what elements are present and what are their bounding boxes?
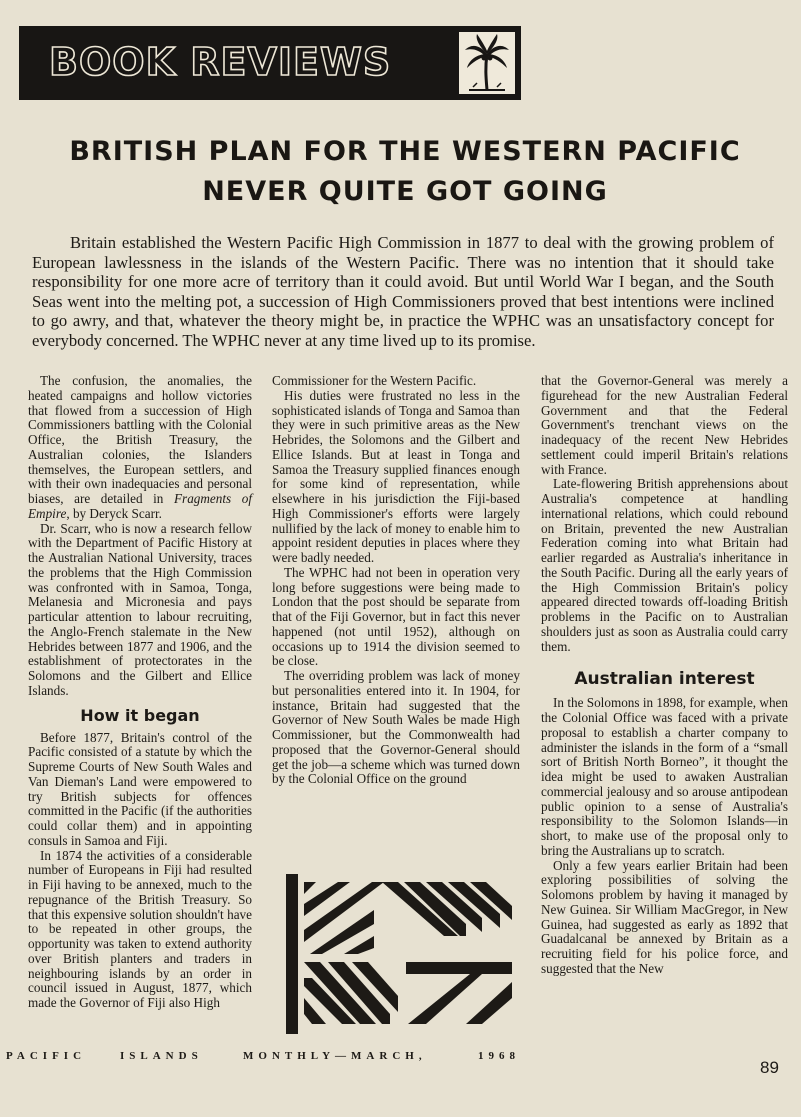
page-footer (0, 1050, 801, 1072)
paragraph: The WPHC had not been in operation very long before suggestions were being made to London that the post should be separate from that of the Fiji Governor, but in fact this never happened (not until 1952), although on occasions up to 1914 the division seemed to be close. (272, 564, 520, 669)
column-2 (272, 374, 520, 787)
footer-islands: ISLANDS (120, 1050, 203, 1062)
paragraph: In 1874 the activities of a considerable number of Europeans in Fiji had resulted in Fiji having to be annexed, much to the repugnance of the British Treasury. So that this expensive solution shouldn't have to be repeated in other groups, the opportunity was taken to extend authority over British planters and traders in neighbouring islands by an order in council issued in August, 1877, which made the Governor of Fiji also High (28, 847, 252, 1010)
section-title: BOOK REVIEWS (49, 40, 392, 84)
paragraph: Commissioner for the Western Pacific. (272, 373, 477, 388)
paragraph: His duties were frustrated no less in the sophisticated islands of Tonga and Samoa than they were in such primitive areas as the New Hebrides, the Solomons and the Gilbert and Ellice Islands. But at least in Tonga and Samoa the Treasury supplied finances enough for some kind of representation, while elsewhere in his jurisdiction the Fiji-based High Commissioner's efforts were largely nullified by the lack of money to enable him to appoint resident deputies in places where they were badly needed. (272, 387, 520, 565)
column-3 (541, 374, 788, 977)
footer-year: 1968 (478, 1050, 520, 1062)
paragraph: Dr. Scarr, who is now a research fellow with the Department of Pacific History at the Australian National University, traces the problems that the High Commission was confronted with in Samoa, Tonga, Melanesia and Micronesia and pays particular attention to labour recruiting, the Anglo-French stalemate in the New Hebrides between 1877 and 1906, and the establishment of protectorates in the Solomons and the Gilbert and Ellice Islands. (28, 520, 252, 698)
section-banner (19, 26, 521, 100)
footer-pacific: PACIFIC (6, 1050, 87, 1062)
book-title: Fragments of Empire (28, 491, 252, 521)
paragraph: that the Governor-General was merely a figurehead for the new Australian Federal Government and that the Federal Government's trenchant views on the inadequacy of the recent New Hebrides settlement could imperil Britain's relations with France. (541, 373, 788, 477)
paragraph: In the Solomons in 1898, for example, when the Colonial Office was faced with a private proposal to establish a charter company to administer the islands in the form of a “small sort of British North Borneo”, it thought the idea might be used to awaken Australian commercial jealousy and so arouse antipodean public opinion to a sense of Australia's responsibility to the Solomon Islands—in short, to make use of the proposal only to bring the Australians up to scratch. (541, 695, 788, 858)
article-headline (20, 132, 790, 212)
intro-paragraph: Britain established the Western Pacific High Commission in 1877 to deal with the growing problem of European lawlessness in the islands of the Western Pacific. There was no intention that it should take responsibility for one more acre of territory than it could avoid. But until World War I began, and the South Seas went into the melting pot, a succession of High Commissioners proved that best intentions were inclined to go awry, and that, whatever the theory might be, in practice the WPHC was an unsatisfactory concept for everybody concerned. The WPHC never at any time lived up to its promise. (32, 233, 774, 350)
footer-monthly: MONTHLY—MARCH, (243, 1050, 427, 1062)
paragraph: Before 1877, Britain's control of the Pacific consisted of a statute by which the Supreme Courts of New South Wales and Van Dieman's Land were empowered to try British subjects for offences committed in the Pacific (if the authorities could collar them) and in appointing consuls in Samoa and Fiji. (28, 729, 252, 848)
paragraph: Late-flowering British apprehensions about Australia's competence at handling international relations, which could rebound on Britain, prevented the new Australian Federation coming into what Britain had earlier regarded as Australia's inheritance in the South Pacific. During all the early years of the High Commission Britain's policy appeared directed towards off-loading British problems in the Pacific on to Australian shoulders just as soon as Australia could carry them. (541, 476, 788, 654)
subheading-australian-interest: Australian interest (574, 669, 755, 690)
column-1 (28, 374, 252, 1011)
headline-line-1: BRITISH PLAN FOR THE WESTERN PACIFIC (69, 136, 741, 167)
subheading-how-it-began: How it began (80, 705, 200, 725)
paragraph: Only a few years earlier Britain had been exploring possibilities of solving the Solomons problem by having it managed by New Guinea. Sir William MacGregor, in New Guinea, had suggested as early as 1892 that Guadalcanal be annexed by Britain as a recruiting field for his police force, and suggested that the New (541, 857, 788, 976)
headline-line-2: NEVER QUITE GOT GOING (202, 176, 608, 207)
tribal-pattern-icon (286, 874, 516, 1034)
page-number: 89 (760, 1058, 779, 1077)
paragraph: The confusion, the anomalies, the heated campaigns and hollow victories that flowed from a succession of High Commissioners battling with the Colonial Office, the British Treasury, the Australian colonies, the Islanders themselves, the European settlers, and with their own inadequacies and personal biases, are detailed in Fragments of Empire, by Deryck Scarr. (28, 373, 252, 521)
palm-tree-icon (459, 32, 515, 94)
paragraph: The overriding problem was lack of money but personalities entered into it. In 1904, for instance, Britain had suggested that the Governor of New South Wales be made High Commissioner, but the Commonwealth had proposed that the Governor-General should get the job—a scheme which was turned down by the Colonial Office on the ground (272, 668, 520, 787)
